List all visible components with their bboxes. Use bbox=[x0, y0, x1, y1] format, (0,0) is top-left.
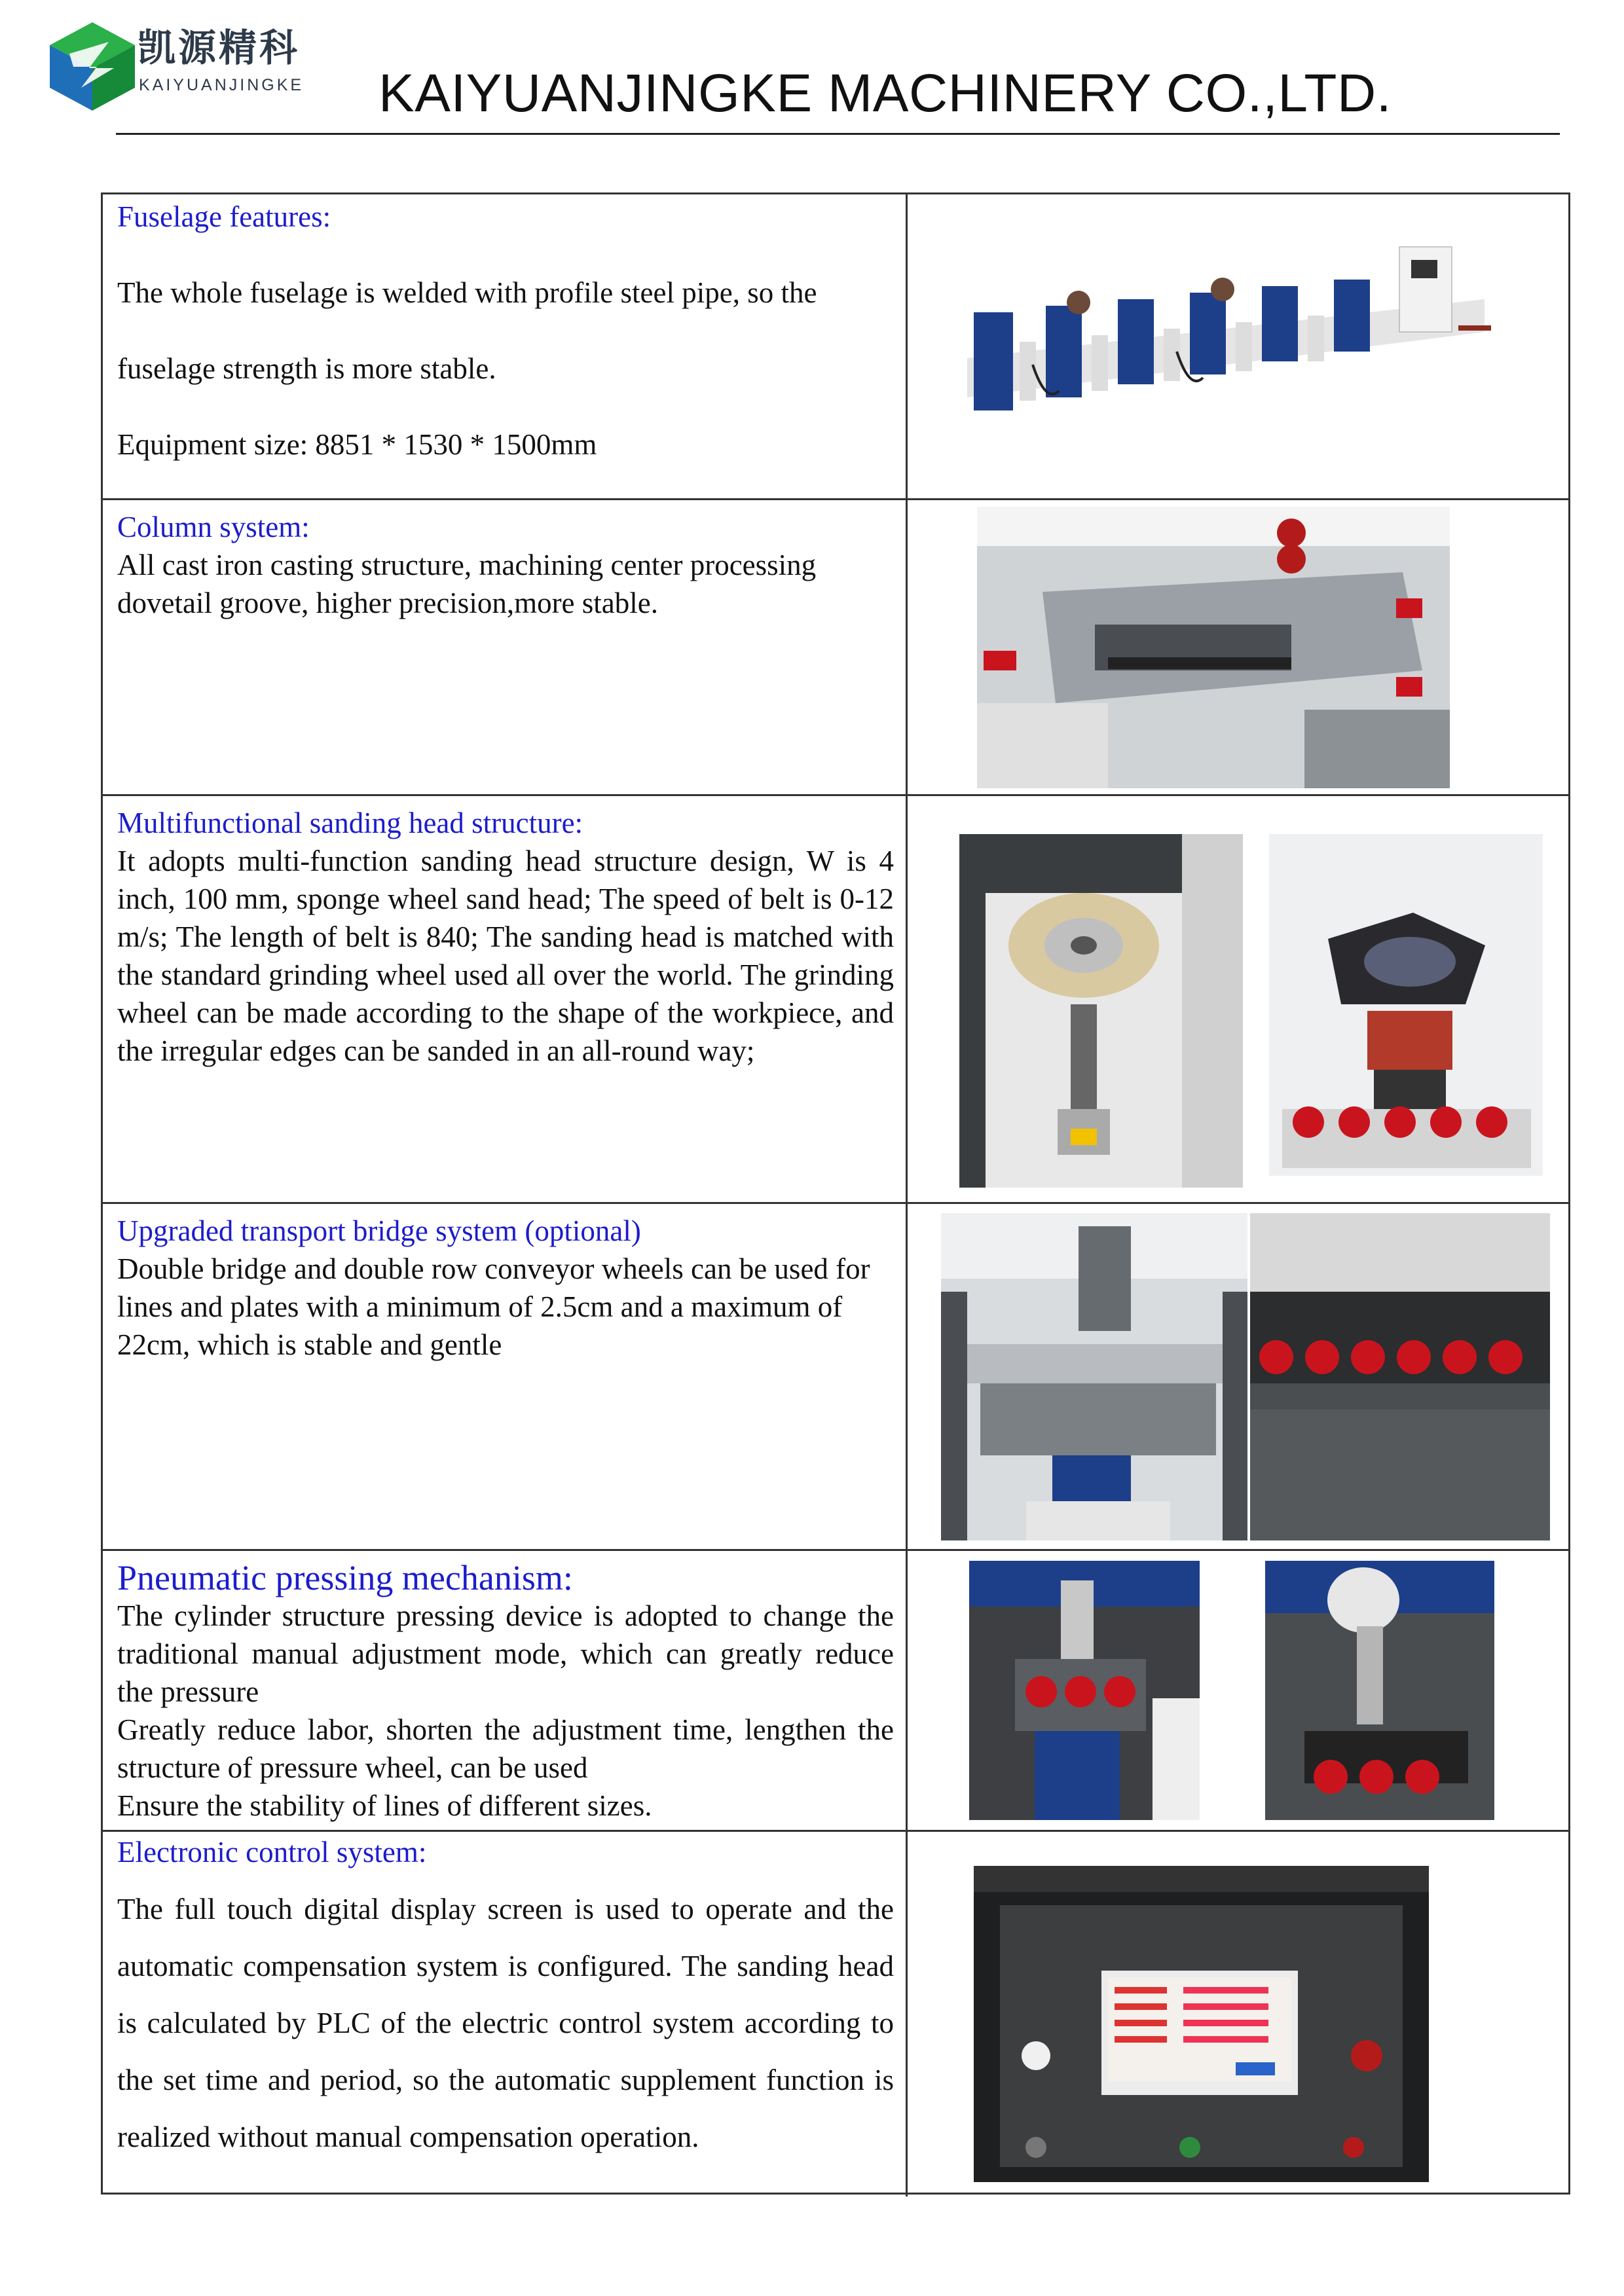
pneumatic-press-image-1 bbox=[969, 1561, 1200, 1820]
logo-english-name: KAIYUANJINGKE bbox=[139, 76, 304, 94]
sanding-text-cell bbox=[117, 804, 894, 1070]
company-logo bbox=[43, 16, 141, 114]
table-row-pneumatic bbox=[103, 1551, 1568, 1832]
section-heading: Pneumatic pressing mechanism: bbox=[117, 1558, 573, 1597]
conveyor-wheels-image bbox=[1250, 1213, 1550, 1540]
table-row-column-system bbox=[103, 500, 1568, 796]
section-heading: Electronic control system: bbox=[117, 1836, 427, 1868]
section-paragraph: The full touch digital display screen is used to operate and the automatic compensation system is configured. The sanding head is calculated by PLC of the electric control system according to the set time and period, so the automatic supplement function is realized without manual compensation operation. bbox=[117, 1893, 894, 2153]
features-table bbox=[101, 192, 1570, 2195]
column-divider bbox=[906, 1204, 908, 1549]
section-paragraph: All cast iron casting structure, machining center processing dovetail groove, higher precision,more stable. bbox=[117, 549, 817, 619]
logo-chinese-name: 凯源精科 bbox=[138, 26, 301, 70]
column-divider bbox=[906, 1551, 908, 1830]
section-paragraph: The cylinder structure pressing device is adopted to change the traditional manual adjustment mode, which can greatly reduce the pressure bbox=[117, 1599, 894, 1708]
pneumatic-text-cell bbox=[117, 1559, 894, 1825]
section-heading: Fuselage features: bbox=[117, 200, 331, 233]
header-divider bbox=[116, 133, 1560, 135]
section-heading: Column system: bbox=[117, 511, 310, 543]
sanding-wheel-image bbox=[959, 834, 1243, 1188]
column-divider bbox=[906, 1832, 908, 2196]
fuselage-text-cell bbox=[117, 179, 894, 483]
full-machine-image bbox=[948, 227, 1504, 469]
transport-text-cell bbox=[117, 1212, 894, 1364]
control-panel-image bbox=[974, 1866, 1429, 2182]
company-title: KAIYUANJINGKE MACHINERY CO.,LTD. bbox=[378, 64, 1392, 123]
column-divider bbox=[906, 796, 908, 1202]
section-paragraph: Equipment size: 8851 * 1530 * 1500mm bbox=[117, 428, 597, 461]
column-system-image bbox=[977, 507, 1450, 788]
column-divider bbox=[906, 500, 908, 794]
section-heading: Upgraded transport bridge system (optional) bbox=[117, 1214, 641, 1247]
table-row-electronic-control bbox=[103, 1832, 1568, 2196]
pneumatic-press-image-2 bbox=[1265, 1561, 1494, 1820]
section-heading: Multifunctional sanding head structure: bbox=[117, 807, 583, 839]
control-text-cell bbox=[117, 1824, 894, 2166]
table-row-fuselage bbox=[103, 194, 1568, 500]
section-paragraph: Double bridge and double row conveyor wheels can be used for lines and plates with a minimum of 2.5cm and a maximum of 22cm, which is stable and gentle bbox=[117, 1252, 870, 1361]
section-paragraph: fuselage strength is more stable. bbox=[117, 352, 496, 385]
section-paragraph: The whole fuselage is welded with profile steel pipe, so the bbox=[117, 276, 817, 309]
section-paragraph: Greatly reduce labor, shorten the adjustment time, lengthen the structure of pressure wheel, can be used bbox=[117, 1713, 894, 1784]
section-paragraph: It adopts multi-function sanding head structure design, W is 4 inch, 100 mm, sponge wheel sand head; The speed of belt is 0-12 m/s; The length of belt is 840; The sanding head is matched with the standard grinding wheel used all over the world. The grinding wheel can be made according to the shape of the workpiece, and the irregular edges can be sanded in an all-round way; bbox=[117, 845, 894, 1067]
column-text-cell bbox=[117, 508, 894, 622]
transport-bridge-image bbox=[941, 1213, 1247, 1540]
sanding-head-cover-image bbox=[1269, 834, 1543, 1176]
column-divider bbox=[906, 194, 908, 498]
section-paragraph: Ensure the stability of lines of different sizes. bbox=[117, 1789, 652, 1822]
table-row-transport-bridge bbox=[103, 1204, 1568, 1551]
table-row-sanding-head bbox=[103, 796, 1568, 1204]
